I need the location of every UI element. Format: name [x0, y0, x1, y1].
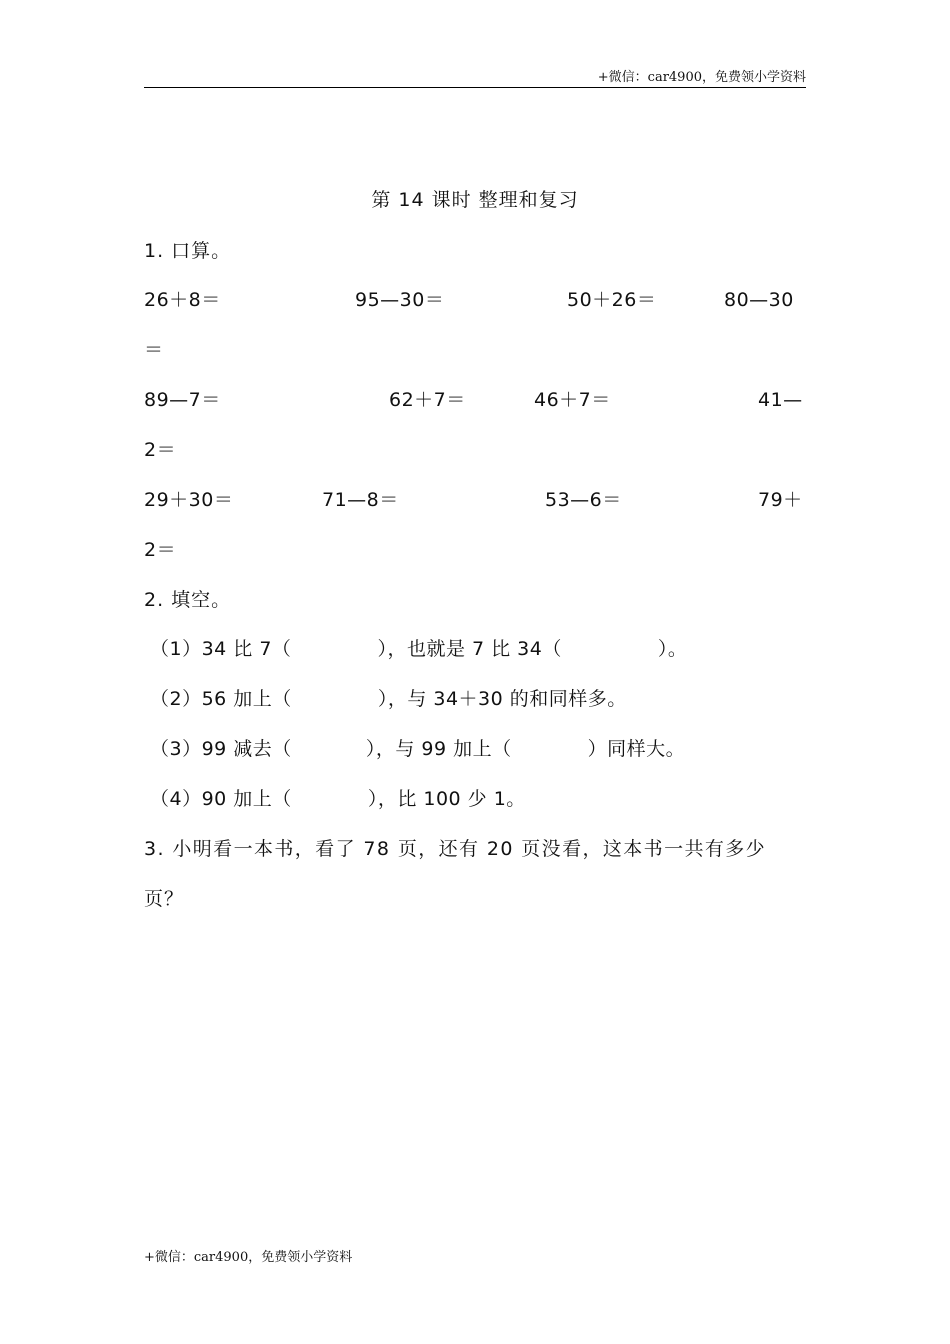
calc-item-wrap: 2＝	[144, 439, 177, 461]
calc-item: 95—30＝	[355, 289, 445, 311]
calc-item: 80—30	[724, 289, 794, 311]
fill-blank-text: （3）99 减去（	[150, 738, 292, 760]
fill-blank-text: ）。	[657, 638, 688, 660]
calc-item-wrap: ＝	[144, 339, 164, 361]
calc-item: 79＋	[758, 489, 803, 511]
section-2-heading: 2. 填空。	[144, 589, 232, 611]
word-problem-line-1: 3. 小明看一本书，看了 78 页，还有 20 页没看，这本书一共有多少	[144, 838, 767, 860]
fill-blank-item	[150, 787, 526, 811]
calc-item: 41—	[758, 389, 803, 411]
fill-blank-text: ）同样大。	[587, 738, 686, 760]
header-watermark: +微信：car4900，免费领小学资料	[597, 70, 806, 85]
calc-item: 53—6＝	[545, 489, 622, 511]
calc-item: 50＋26＝	[567, 289, 657, 311]
calc-item: 71—8＝	[322, 489, 399, 511]
fill-blank-text: （2）56 加上（	[150, 688, 292, 710]
calc-item: 89—7＝	[144, 389, 221, 411]
fill-blank-text: ），也就是 7 比 34（	[377, 638, 562, 660]
page-title: 第 14 课时 整理和复习	[371, 189, 579, 211]
calc-item-wrap: 2＝	[144, 539, 177, 561]
fill-blank-text: ），比 100 少 1。	[367, 788, 526, 810]
fill-blank-text: （4）90 加上（	[150, 788, 292, 810]
fill-blank-item	[150, 737, 685, 761]
calc-item: 26＋8＝	[144, 289, 221, 311]
calc-item: 46＋7＝	[534, 389, 611, 411]
header-divider	[144, 87, 806, 88]
calc-item: 62＋7＝	[389, 389, 466, 411]
word-problem-line-2: 页？	[144, 888, 185, 910]
calc-item: 29＋30＝	[144, 489, 234, 511]
fill-blank-item	[150, 687, 627, 711]
fill-blank-text: ），与 99 加上（	[365, 738, 512, 760]
fill-blank-text: ），与 34＋30 的和同样多。	[377, 688, 627, 710]
fill-blank-item	[150, 637, 687, 661]
section-1-heading: 1. 口算。	[144, 240, 232, 262]
fill-blank-text: （1）34 比 7（	[150, 638, 292, 660]
footer-watermark: +微信：car4900，免费领小学资料	[144, 1250, 353, 1265]
